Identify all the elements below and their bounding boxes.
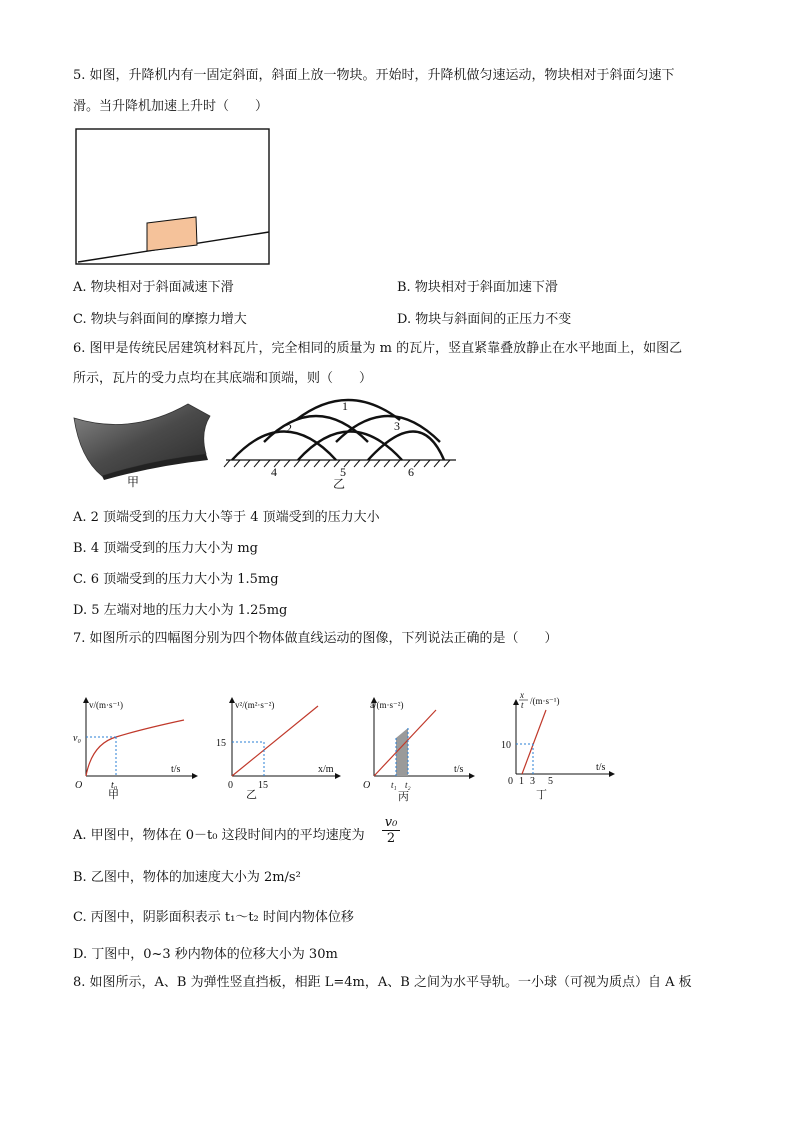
- q7-option-b[interactable]: B. 乙图中，物体的加速度大小为 2m/s²: [73, 870, 301, 885]
- fig-yi-label: 乙: [333, 477, 346, 490]
- roof-tile-figure: [72, 398, 462, 490]
- q5-stem-line2: 滑。当升降机加速上升时（ ）: [73, 99, 269, 114]
- svg-text:0: 0: [508, 776, 513, 787]
- q5-stem-line1: 5. 如图，升降机内有一固定斜面，斜面上放一物块。开始时，升降机做匀速运动，物块相对于斜面匀速下: [73, 68, 675, 83]
- svg-text:a/(m·s⁻²): a/(m·s⁻²): [370, 700, 404, 710]
- q5-option-d[interactable]: D. 物块与斜面间的正压力不变: [397, 312, 572, 327]
- svg-text:/(m·s⁻¹): /(m·s⁻¹): [530, 696, 560, 706]
- q8-stem-line1: 8. 如图所示，A、B 为弹性竖直挡板，相距 L=4m，A、B 之间为水平导轨。一小球（可视为质点）自 A 板: [73, 975, 692, 990]
- svg-text:t: t: [521, 700, 524, 710]
- svg-text:t/s: t/s: [454, 764, 464, 775]
- svg-text:v₀: v₀: [73, 733, 81, 744]
- q7-option-a-fraction: [382, 815, 400, 846]
- q7-option-c[interactable]: C. 丙图中，阴影面积表示 t₁～t₂ 时间内物体位移: [73, 910, 354, 925]
- svg-text:5: 5: [548, 776, 553, 787]
- svg-text:丁: 丁: [536, 789, 547, 801]
- graph-bing-shaded-area: [396, 728, 408, 776]
- q5-option-a[interactable]: A. 物块相对于斜面减速下滑: [73, 280, 234, 295]
- tile-label-3: 3: [394, 419, 400, 433]
- q7-option-a[interactable]: [73, 824, 365, 843]
- graph-jia-curve: [86, 720, 184, 776]
- q6-option-c[interactable]: C. 6 顶端受到的压力大小为 1.5mg: [73, 572, 279, 587]
- tile-label-4: 4: [271, 465, 277, 479]
- tile-label-2: 2: [286, 421, 292, 435]
- graph-ding-line: [522, 710, 546, 774]
- tile-label-5: 5: [340, 465, 346, 479]
- q6-stem-line1: 6. 图甲是传统民居建筑材料瓦片，完全相同的质量为 m 的瓦片，竖直紧靠叠放静止在水平地面上，如图乙: [73, 341, 683, 356]
- tile-stack-diagram: [232, 400, 444, 460]
- svg-text:15: 15: [216, 738, 226, 749]
- graph-jia: [72, 692, 202, 800]
- graph-bing: [360, 692, 480, 804]
- svg-text:0: 0: [228, 780, 233, 791]
- q7-option-d[interactable]: D. 丁图中，0~3 秒内物体的位移大小为 30m: [73, 947, 338, 962]
- svg-text:甲: 甲: [108, 789, 119, 800]
- svg-text:1: 1: [519, 776, 524, 787]
- q5-option-b[interactable]: B. 物块相对于斜面加速下滑: [397, 280, 558, 295]
- svg-text:O: O: [75, 780, 83, 791]
- roof-tile-photo: [74, 404, 210, 480]
- svg-text:x/m: x/m: [318, 764, 334, 775]
- svg-text:t₀: t₀: [111, 780, 118, 791]
- q6-option-d[interactable]: D. 5 左端对地的压力大小为 1.25mg: [73, 603, 288, 618]
- block: [147, 217, 197, 251]
- q6-option-a[interactable]: A. 2 顶端受到的压力大小等于 4 顶端受到的压力大小: [73, 510, 380, 525]
- tile-label-1: 1: [342, 399, 348, 413]
- svg-text:乙: 乙: [246, 789, 257, 800]
- svg-text:O: O: [363, 780, 371, 791]
- q6-stem-line2: 所示，瓦片的受力点均在其底端和顶端，则（ ）: [73, 371, 373, 386]
- q6-option-b[interactable]: B. 4 顶端受到的压力大小为 mg: [73, 541, 259, 556]
- svg-text:3: 3: [530, 776, 535, 787]
- q7-stem: 7. 如图所示的四幅图分别为四个物体做直线运动的图像，下列说法正确的是（ ）: [73, 631, 558, 646]
- svg-text:10: 10: [501, 740, 511, 751]
- q7-option-a-text: A. 甲图中，物体在 0－t₀ 这段时间内的平均速度为: [73, 828, 365, 843]
- svg-text:15: 15: [258, 780, 268, 791]
- q5-option-c[interactable]: C. 物块与斜面间的摩擦力增大: [73, 312, 247, 327]
- svg-text:t₂: t₂: [405, 780, 411, 790]
- svg-text:t₁: t₁: [391, 780, 397, 790]
- fraction-numerator: v₀: [382, 815, 400, 831]
- graph-ding: [500, 686, 624, 802]
- svg-text:丙: 丙: [398, 791, 409, 803]
- elevator-incline-figure: [75, 128, 271, 266]
- graph-yi-line: [232, 706, 318, 776]
- graph-yi: [214, 692, 346, 800]
- svg-text:x: x: [520, 690, 524, 700]
- tile-label-6: 6: [408, 465, 414, 479]
- svg-text:t/s: t/s: [596, 762, 606, 773]
- svg-text:v²/(m²·s⁻²): v²/(m²·s⁻²): [235, 700, 275, 710]
- ground-hatching: [224, 460, 450, 467]
- fraction-denominator: 2: [386, 831, 396, 846]
- svg-text:t/s: t/s: [171, 764, 181, 775]
- svg-text:v/(m·s⁻¹): v/(m·s⁻¹): [89, 700, 123, 710]
- fig-jia-label: 甲: [127, 475, 140, 489]
